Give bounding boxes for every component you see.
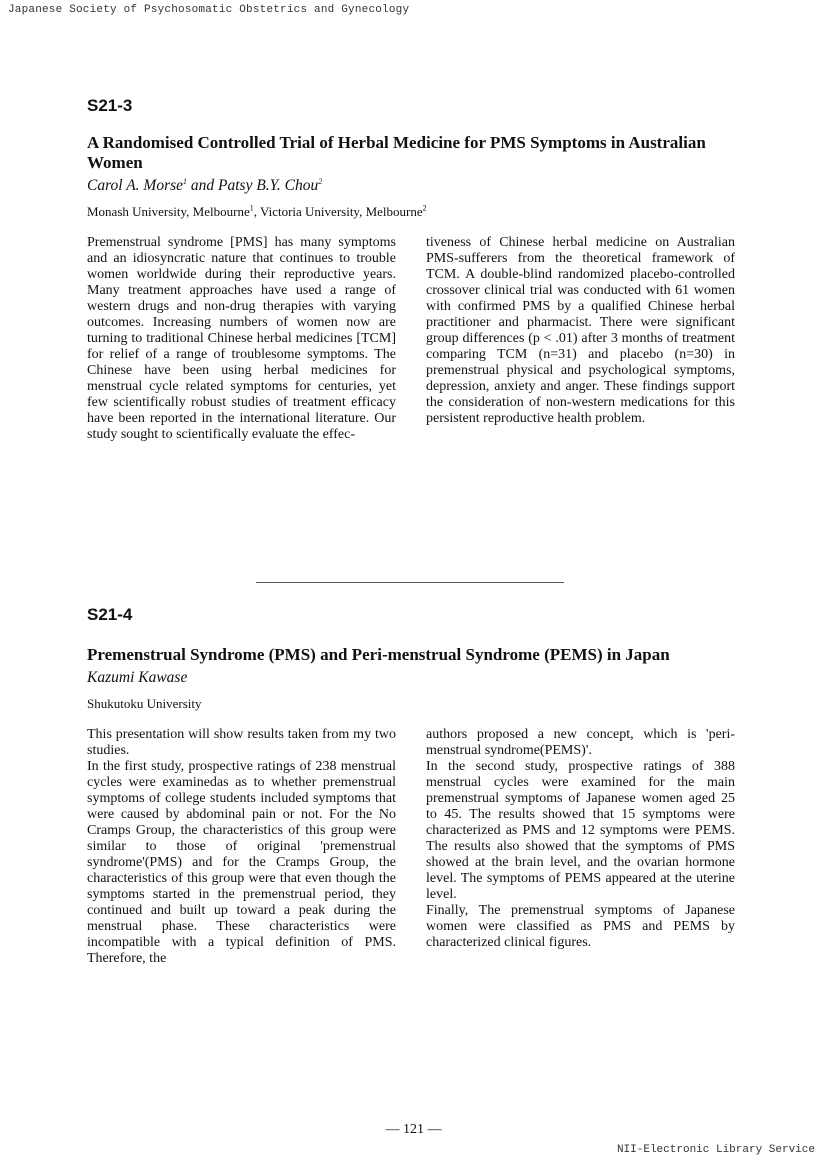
affiliation-mark: 1	[249, 203, 254, 213]
abstract-code: S21-4	[87, 605, 133, 624]
affiliation-list	[87, 696, 735, 712]
author-name: Carol A. Morse	[87, 177, 184, 194]
abstract-body	[87, 235, 735, 443]
abstract-title: A Randomised Controlled Trial of Herbal Medicine for PMS Symptoms in Australian Women	[87, 133, 706, 172]
affiliation-separator: ,	[253, 204, 260, 219]
author-name: Kazumi Kawase	[87, 669, 188, 686]
author-list	[87, 669, 735, 687]
author-affiliation-mark: 2	[318, 176, 323, 186]
abstract-code: S21-3	[87, 96, 133, 115]
library-service-footer: NII-Electronic Library Service	[616, 1144, 815, 1156]
affiliation-mark: 2	[422, 203, 427, 213]
author-list	[87, 177, 735, 195]
abstract-s21-3	[87, 96, 735, 443]
author-affiliation-mark: 1	[183, 176, 188, 186]
body-paragraph: tiveness of Chinese herbal medicine on Australian PMS-sufferers from the theoretical framework of TCM. A double-blind randomized placebo-controlled crossover clinical trial was conducted with 61 women with confirmed PMS by a qualified Chinese herbal practitioner and pharmacist. There were significant group differences (p < .01) after 3 months of treatment comparing TCM (n=31) and placebo (n=30) in premenstrual physical and psychological symptoms, depression, anxiety and anger. These findings support the consideration of non-western medications for this persistent reproductive health problem.	[426, 235, 735, 426]
body-paragraph: This presentation will show results taken from my two studies.	[87, 727, 396, 758]
body-paragraph: In the second study, prospective ratings of 388 menstrual cycles were examined for the main premenstrual symptoms of Japanese women aged 25 to 45. The results showed that 15 symptoms were characterized as PMS and 12 symptoms were PEMS. The results also showed that the symptoms of PMS showed at the brain level, and the ovarian hormone level. The symptoms of PEMS appeared at the uterine level.	[426, 759, 735, 902]
page-number: — 121 —	[385, 1122, 442, 1137]
body-paragraph: Finally, The premenstrual symptoms of Japanese women were classified as PMS and PEMS by characterized clinical figures.	[426, 903, 735, 950]
author-connector: and	[187, 177, 219, 194]
body-column-left	[87, 235, 396, 443]
society-header: Japanese Society of Psychosomatic Obstetrics and Gynecology	[8, 4, 410, 16]
section-divider	[256, 582, 564, 583]
affiliation-name: Monash University, Melbourne	[87, 204, 250, 219]
body-column-right	[426, 727, 735, 967]
body-column-right	[426, 235, 735, 443]
affiliation-list	[87, 204, 735, 220]
body-paragraph: In the first study, prospective ratings of 238 menstrual cycles were examinedas as to whether premenstrual symptoms of college students included symptoms that were caused by abdominal pain or not. For the No Cramps Group, the characteristics of this group were similar to those of original 'premenstrual syndrome'(PMS) and for the Cramps Group, the characteristics of this group were that even though the symptoms started in the premenstrual period, they continued and built up toward a peak during the menstrual phase. These characteristics were incompatible with a typical definition of PMS. Therefore, the	[87, 759, 396, 966]
abstract-s21-4	[87, 605, 735, 967]
affiliation-name: Victoria University, Melbourne	[259, 204, 423, 219]
abstract-title: Premenstrual Syndrome (PMS) and Peri-menstrual Syndrome (PEMS) in Japan	[87, 645, 670, 664]
body-column-left	[87, 727, 396, 967]
body-paragraph: authors proposed a new concept, which is 'peri-menstrual syndrome(PEMS)'.	[426, 727, 735, 758]
body-paragraph: Premenstrual syndrome [PMS] has many symptoms and an idiosyncratic nature that continues to trouble women worldwide during their reproductive years. Many treatment approaches have used a range of western drugs and non-drug therapies with varying outcomes. Increasing numbers of women now are turning to traditional Chinese herbal medicines [TCM] for relief of a range of troublesome symptoms. The Chinese have been using herbal medicines for menstrual cycle related symptoms for centuries, yet few scientifically robust studies of treatment efficacy have been reported in the international literature. Our study sought to scientifically evaluate the effec-	[87, 235, 396, 442]
abstract-body	[87, 727, 735, 967]
author-name: Patsy B.Y. Chou	[218, 177, 319, 194]
affiliation-name: Shukutoku University	[87, 696, 202, 711]
